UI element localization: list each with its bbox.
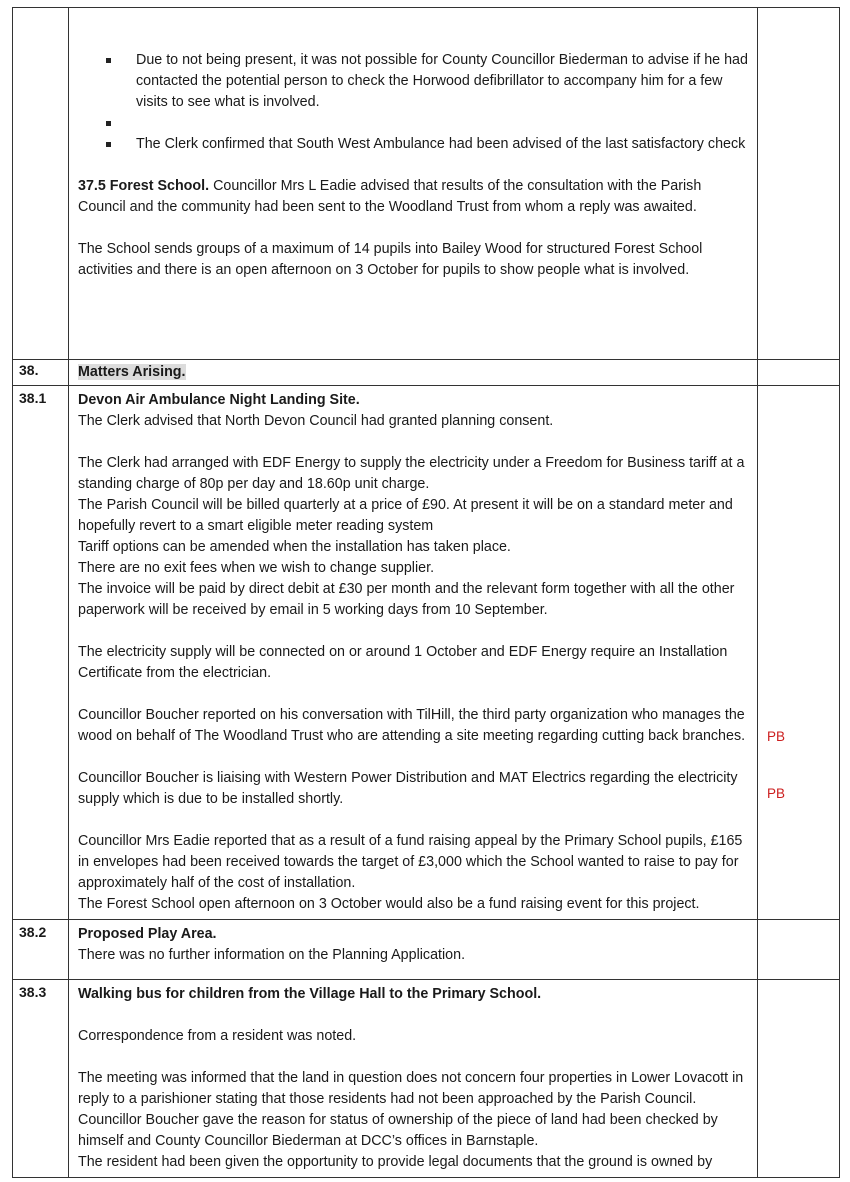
paragraph: The resident had been given the opportunity to provide legal documents that the ground is owned by: [78, 1154, 713, 1170]
paragraph: Tariff options can be amended when the installation has taken place.: [78, 539, 511, 555]
paragraph: Councillor Boucher gave the reason for status of ownership of the piece of land had been checked by himself and County Councillor Biederman at DCC’s offices in Barnstaple.: [78, 1112, 718, 1149]
paragraph: Councillor Mrs Eadie reported that as a result of a fund raising appeal by the Primary School pupils, £165 in envelopes had been received towards the target of £3,000 which the School wanted to raise to pay for approximately half of the cost of installation.: [78, 833, 743, 891]
bullet-item: Due to not being present, it was not possible for County Councillor Biederman to advise if he had contacted the potential person to check the Horwood defibrillator to accompany him for a few visits to see what is involved.: [78, 50, 749, 113]
paragraph: The invoice will be paid by direct debit at £30 per month and the relevant form together with all the other paperwork will be received by email in 5 working days from 10 September.: [78, 581, 735, 618]
minute-body: [69, 8, 758, 360]
item-heading: 37.5 Forest School.: [78, 178, 210, 194]
action-initials: PB: [767, 786, 786, 801]
minute-body: [69, 360, 758, 386]
item-heading: Walking bus for children from the Village Hall to the Primary School.: [78, 986, 542, 1002]
spacer: [78, 810, 749, 831]
spacer: [78, 218, 749, 239]
spacer: [78, 684, 749, 705]
row-38-1: [13, 386, 840, 920]
paragraph: Councillor Boucher reported on his conversation with TilHill, the third party organization who manages the wood on behalf of The Woodland Trust who are attending a site meeting regarding cutting back branches.: [78, 707, 746, 744]
row-37-continuation: [13, 8, 840, 360]
item-number: 38.: [13, 360, 69, 386]
paragraph: There was no further information on the Planning Application.: [78, 947, 466, 963]
spacer: [78, 747, 749, 768]
paragraph: The Forest School open afternoon on 3 October would also be a fund raising event for this project.: [78, 896, 700, 912]
spacer: [78, 621, 749, 642]
bullet-list: [78, 50, 749, 155]
section-heading: Matters Arising.: [78, 364, 186, 380]
minute-body: [69, 386, 758, 920]
paragraph: Councillor Boucher is liaising with Western Power Distribution and MAT Electrics regarding the electricity supply which is due to be installed shortly.: [78, 770, 738, 807]
spacer: [78, 155, 749, 176]
paragraph: Correspondence from a resident was noted.: [78, 1028, 357, 1044]
row-38: [13, 360, 840, 386]
spacer: [78, 113, 749, 134]
action-cell: [758, 920, 840, 980]
forest-school-paragraph: The School sends groups of a maximum of 14 pupils into Bailey Wood for structured Forest School activities and there is an open afternoon on 3 October for pupils to show people what is involved.: [78, 241, 703, 278]
paragraph: The electricity supply will be connected on or around 1 October and EDF Energy require an Installation Certificate from the electrician.: [78, 644, 728, 681]
action-initials: PB: [767, 729, 786, 744]
spacer: [78, 1005, 749, 1026]
paragraph: The Clerk advised that North Devon Council had granted planning consent.: [78, 413, 554, 429]
paragraph: The Parish Council will be billed quarterly at a price of £90. At present it will be on a standard meter and hopefully revert to a smart eligible meter reading system: [78, 497, 733, 534]
number-cell: [13, 8, 69, 360]
item-number: 38.3: [13, 980, 69, 1178]
row-38-3: [13, 980, 840, 1178]
minute-body: [69, 920, 758, 980]
paragraph: The meeting was informed that the land in question does not concern four properties in Lower Lovacott in reply to a parishioner stating that those residents had not been approached by the Parish Council.: [78, 1070, 744, 1107]
row-38-2: [13, 920, 840, 980]
item-number: 38.2: [13, 920, 69, 980]
item-heading: Proposed Play Area.: [78, 926, 217, 942]
spacer: [78, 432, 749, 453]
item-heading: Devon Air Ambulance Night Landing Site.: [78, 392, 360, 408]
bullet-item: The Clerk confirmed that South West Ambulance had been advised of the last satisfactory check: [78, 134, 749, 155]
action-cell: [758, 360, 840, 386]
spacer: [78, 1047, 749, 1068]
paragraph: The Clerk had arranged with EDF Energy to supply the electricity under a Freedom for Business tariff at a standing charge of 80p per day and 18.60p unit charge.: [78, 455, 745, 492]
action-cell: [758, 386, 840, 920]
minutes-table: [12, 7, 840, 1178]
item-text: Councillor Mrs L Eadie advised that results of the consultation with the Parish Council and the community had been sent to the Woodland Trust from whom a reply was awaited.: [78, 178, 702, 215]
paragraph: There are no exit fees when we wish to change supplier.: [78, 560, 435, 576]
minute-body: [69, 980, 758, 1178]
action-cell: [758, 8, 840, 360]
item-number: 38.1: [13, 386, 69, 920]
item-37-5: [78, 176, 749, 218]
action-cell: [758, 980, 840, 1178]
